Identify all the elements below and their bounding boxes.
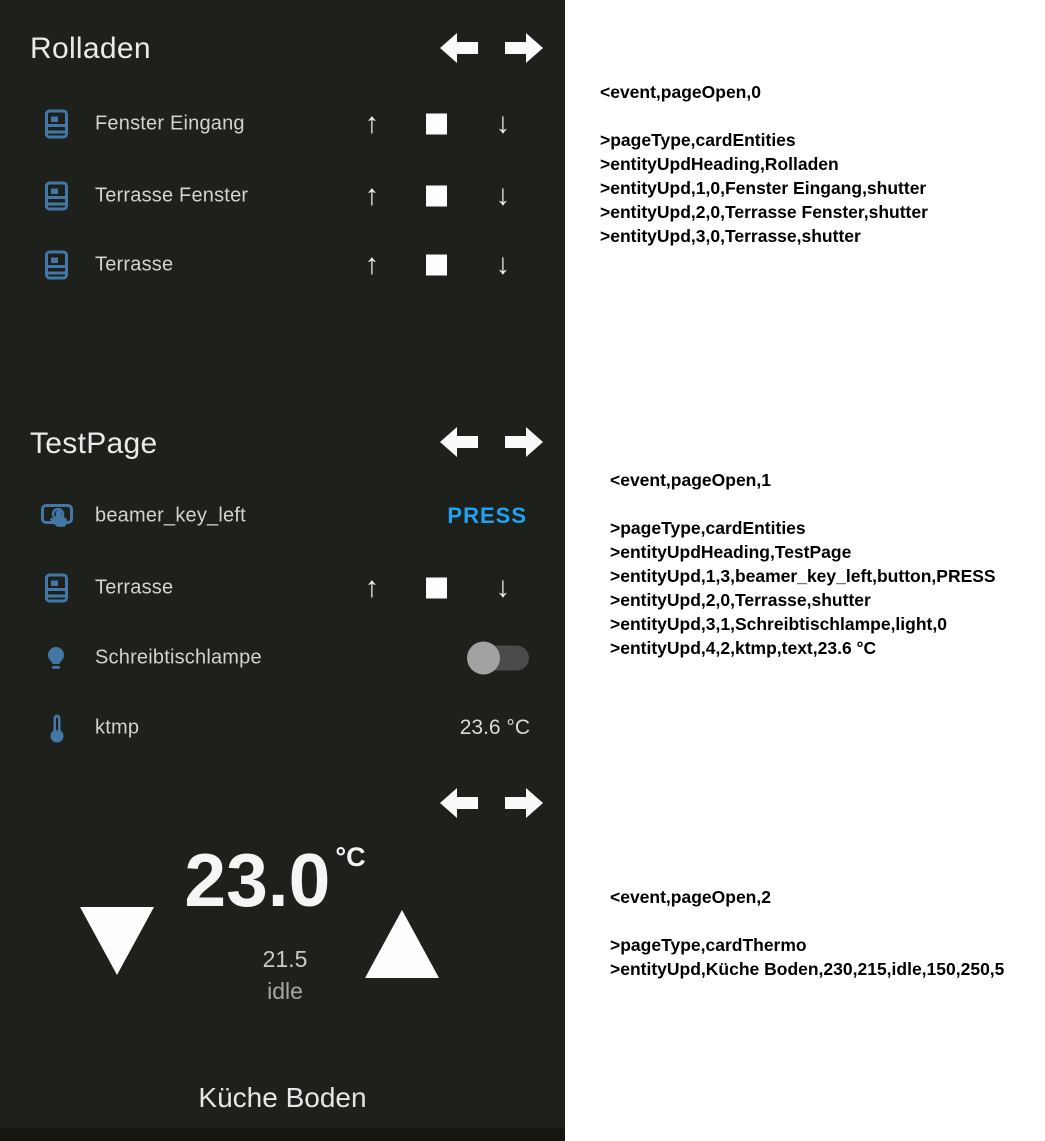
stop-icon bbox=[426, 578, 447, 599]
log-line: >pageType,cardEntities bbox=[610, 518, 806, 538]
entity-label: Fenster Eingang bbox=[95, 112, 245, 135]
stop-icon bbox=[426, 186, 447, 207]
window-shutter-icon bbox=[45, 182, 77, 211]
shutter-up-button[interactable]: ↑ bbox=[352, 249, 392, 282]
temp-down-button[interactable] bbox=[80, 907, 154, 978]
log-line: >entityUpdHeading,Rolladen bbox=[600, 154, 839, 174]
entity-row bbox=[0, 168, 565, 224]
panel-bottom-edge bbox=[0, 1128, 565, 1141]
entity-label: Schreibtischlampe bbox=[95, 646, 262, 669]
log-line: >entityUpdHeading,TestPage bbox=[610, 542, 852, 562]
entity-row bbox=[0, 630, 565, 686]
stop-icon bbox=[426, 114, 447, 135]
entity-row bbox=[0, 700, 565, 756]
log-line: <event,pageOpen,2 bbox=[610, 887, 771, 907]
press-button[interactable]: PRESS bbox=[447, 503, 527, 528]
shutter-stop-button[interactable] bbox=[426, 255, 447, 276]
thermostat-status: idle bbox=[267, 978, 303, 1004]
thermostat-title: Küche Boden bbox=[198, 1082, 367, 1113]
page-prev-button[interactable] bbox=[440, 33, 478, 63]
toggle-knob bbox=[467, 642, 500, 675]
entity-row bbox=[0, 560, 565, 616]
current-temperature-value: 23.0 bbox=[184, 838, 331, 922]
page-next-button[interactable] bbox=[505, 427, 543, 457]
log-line: >pageType,cardEntities bbox=[600, 130, 796, 150]
log-line: >entityUpd,1,3,beamer_key_left,button,PRESS bbox=[610, 566, 996, 586]
log-line: <event,pageOpen,0 bbox=[600, 82, 761, 102]
page-next-button[interactable] bbox=[505, 788, 543, 818]
entity-label: Terrasse bbox=[95, 253, 174, 276]
shutter-down-button[interactable]: ↓ bbox=[483, 180, 523, 213]
arrow-left-icon bbox=[440, 445, 478, 460]
shutter-up-button[interactable]: ↑ bbox=[352, 108, 392, 141]
window-shutter-icon bbox=[45, 110, 77, 139]
arrow-right-icon bbox=[505, 51, 543, 66]
entity-label: Terrasse Fenster bbox=[95, 184, 249, 207]
window-shutter-icon bbox=[45, 251, 77, 280]
target-temperature: 21.5 bbox=[262, 946, 308, 972]
gesture-tap-button-icon bbox=[41, 501, 73, 531]
card-entities-testpage bbox=[0, 400, 565, 780]
log-line: >entityUpd,2,0,Terrasse,shutter bbox=[610, 590, 871, 610]
log-block-page0 bbox=[600, 80, 928, 248]
log-line: >entityUpd,3,0,Terrasse,shutter bbox=[600, 226, 861, 246]
log-block-page1 bbox=[610, 468, 996, 660]
entity-label: Terrasse bbox=[95, 576, 174, 599]
entity-value: 23.6 °C bbox=[459, 716, 530, 739]
page-next-button[interactable] bbox=[505, 33, 543, 63]
shutter-down-button[interactable]: ↓ bbox=[483, 249, 523, 282]
entity-row bbox=[0, 237, 565, 293]
entity-label: beamer_key_left bbox=[95, 504, 246, 527]
arrow-right-icon bbox=[505, 445, 543, 460]
arrow-right-icon bbox=[505, 806, 543, 821]
page-title: Rolladen bbox=[30, 32, 151, 65]
log-line: >entityUpd,3,1,Schreibtischlampe,light,0 bbox=[610, 614, 947, 634]
shutter-up-button[interactable]: ↑ bbox=[352, 572, 392, 605]
lightbulb-icon bbox=[45, 645, 77, 671]
entity-row bbox=[0, 488, 565, 544]
card-entities-rolladen bbox=[0, 0, 565, 400]
page-prev-button[interactable] bbox=[440, 788, 478, 818]
shutter-stop-button[interactable] bbox=[426, 578, 447, 599]
page-prev-button[interactable] bbox=[440, 427, 478, 457]
shutter-stop-button[interactable] bbox=[426, 186, 447, 207]
shutter-down-button[interactable]: ↓ bbox=[483, 572, 523, 605]
stop-icon bbox=[426, 255, 447, 276]
shutter-down-button[interactable]: ↓ bbox=[483, 108, 523, 141]
log-block-page2 bbox=[610, 885, 1004, 981]
log-line: >pageType,cardThermo bbox=[610, 935, 807, 955]
arrow-left-icon bbox=[440, 806, 478, 821]
page-title: TestPage bbox=[30, 427, 158, 460]
log-line: >entityUpd,1,0,Fenster Eingang,shutter bbox=[600, 178, 927, 198]
current-temperature bbox=[150, 838, 400, 922]
log-line: >entityUpd,Küche Boden,230,215,idle,150,250,5 bbox=[610, 959, 1005, 979]
light-toggle[interactable] bbox=[467, 642, 529, 675]
window-shutter-icon bbox=[45, 574, 77, 603]
thermometer-icon bbox=[49, 713, 81, 743]
arrow-left-icon bbox=[440, 51, 478, 66]
entity-row bbox=[0, 96, 565, 152]
shutter-up-button[interactable]: ↑ bbox=[352, 180, 392, 213]
entity-label: ktmp bbox=[95, 716, 140, 739]
log-line: >entityUpd,2,0,Terrasse Fenster,shutter bbox=[600, 202, 928, 222]
log-line: <event,pageOpen,1 bbox=[610, 470, 771, 490]
triangle-down-icon bbox=[80, 963, 154, 978]
log-line: >entityUpd,4,2,ktmp,text,23.6 °C bbox=[610, 638, 877, 658]
temperature-unit: °C bbox=[335, 842, 366, 872]
shutter-stop-button[interactable] bbox=[426, 114, 447, 135]
